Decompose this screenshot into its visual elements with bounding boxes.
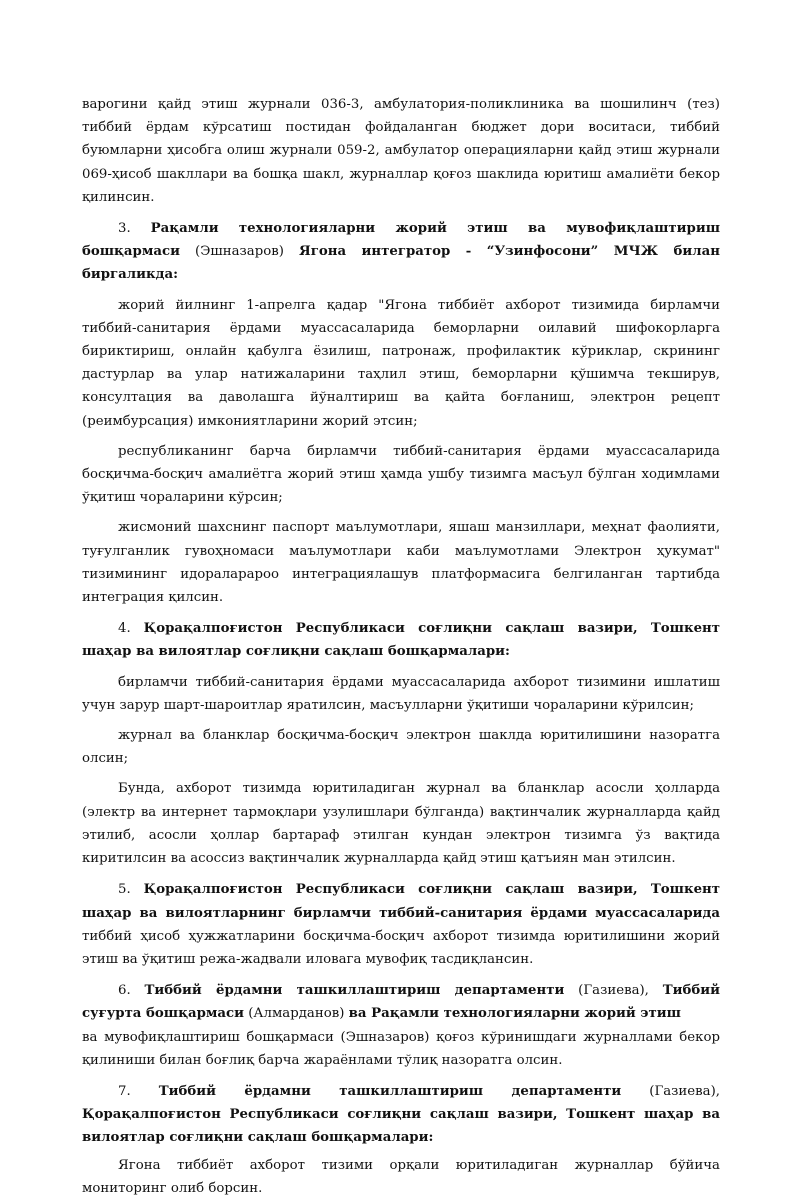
document-page [82, 93, 720, 1200]
paragraph-continuation: варогини қайд этиш журнали 036-3, амбулатория-поликлиника ва шошилинч (тез) тиббий ёрдам кўрсатиш постидан фойдаланган бюджет дори воситаси, тиббий буюмларни ҳисобга олиш журнали 059-2, амбулатор операцияларни қайд этиш журнали 069-ҳисоб шакллари ва бошқа шакл, журналлар қоғоз шаклида юритиш амалиёти бекор қилинсин. [82, 97, 720, 205]
department-name: Рақамли технологияларни жорий этиш ва мувофиқлаштириш бошқармаси [82, 221, 720, 260]
section-7-item-a: Ягона тиббиёт ахборот тизими орқали юритиладиган журналлар бўйича мониторинг олиб борсин. [82, 1157, 720, 1196]
section-6-heading [82, 979, 720, 1025]
responsible-person: (Алмарданов) [244, 1006, 349, 1022]
department-name: Қорақалпоғистон Республикаси соғлиқни сақлаш вазири, Тошкент шаҳар ва вилоятлар соғлиқни сақлаш бошқармалари: [82, 621, 720, 660]
section-number: 7. [118, 1083, 159, 1099]
section-7-heading [82, 1080, 720, 1150]
responsible-person: (Газиева), [564, 983, 663, 999]
department-name: Қорақалпоғистон Республикаси соғлиқни сақлаш вазири, Тошкент шаҳар ва вилоятларнинг бирламчи тиббий-санитария ёрдами муассасаларида [82, 882, 720, 921]
section-text: тиббий ҳисоб ҳужжатларини босқичма-босқич ахборот тизимда юритилишини жорий этиш ва ўқитиш режа-жадвали иловага мувофиқ тасдиқлансин. [82, 928, 720, 967]
responsible-person: (Эшназаров) [179, 244, 299, 260]
section-number: 4. [118, 621, 144, 637]
department-name: ва Рақамли технологияларни жорий этиш [348, 1006, 681, 1022]
section-3-item-b: республиканинг барча бирламчи тиббий-санитария ёрдами муассасаларида босқичма-босқич амалиётга жорий этиш ҳамда ушбу тизимга масъул бўлган ходимлами ўқитиш чораларини кўрсин; [82, 443, 720, 506]
section-3-item-c: жисмоний шахснинг паспорт маълумотлари, яшаш манзиллари, меҳнат фаолияти, туғулганлик гувоҳномаси маълумотлари каби маълумотлами Электрон ҳукумат" тизимининг идораларароо интеграциялашув платформасига белгиланган тартибда интеграция қилсин. [82, 520, 720, 606]
responsible-person: (Газиева), [621, 1083, 720, 1099]
section-4-item-b: журнал ва бланклар босқичма-босқич электрон шаклда юритилишини назоратга олсин; [82, 728, 720, 767]
department-name: Тиббий ёрдамни ташкиллаштириш департаменти [144, 983, 565, 999]
section-4-item-c: Бунда, ахборот тизимда юритиладиган журнал ва бланклар асосли ҳолларда (электр ва интернет тармоқлари узулишлари бўлганда) вақтинчалик журналларда қайд этилиб, асосли ҳоллар бартараф этилган кундан электрон тизимга ўз вақтида киритилсин ва асоссиз вақтинчалик журналларда қайд этиш қатъиян ман этилсин. [82, 781, 720, 867]
section-6-text: ва мувофиқлаштириш бошқармаси (Эшназаров) қоғоз кўринишдаги журналлами бекор қилиниши билан боғлиқ барча жараёнлами тўлиқ назоратга олсин. [82, 1029, 720, 1068]
partner-name: Ягона интегратор - “Узинфосони” МЧЖ билан биргаликда: [82, 244, 720, 283]
section-3-heading [82, 217, 720, 287]
section-number: 6. [118, 983, 145, 999]
department-name: Қорақалпоғистон Республикаси соғлиқни сақлаш вазири, Тошкент шаҳар ва вилоятлар соғлиқни сақлаш бошқармалари: [82, 1107, 720, 1146]
section-3-item-a: жорий йилнинг 1-апрелга қадар "Ягона тиббиёт ахборот тизимида бирламчи тиббий-санитария ёрдами муассасаларида беморларни оилавий шифокорларга бириктириш, онлайн қабулга ёзилиш, патронаж, профилактик кўриклар, скрининг дастурлар ва улар натижаларини таҳлил этиш, беморларни қўшимча текширув, консултация ва даволашга йўналтириш ва қайта боғланиш, электрон рецепт (реимбурсация) имкониятларини жорий этсин; [82, 297, 720, 429]
department-name: Тиббий суғурта бошқармаси [82, 983, 720, 1022]
section-4-heading [82, 617, 720, 663]
section-5 [82, 878, 720, 971]
department-name: Тиббий ёрдамни ташкиллаштириш департаменти [158, 1083, 622, 1099]
section-number: 3. [118, 221, 151, 237]
section-number: 5. [118, 882, 144, 898]
section-4-item-a: бирламчи тиббий-санитария ёрдами муассасаларида ахборот тизимини ишлатиш учун зарур шарт-шароитлар яратилсин, масъулларни ўқитиши чораларини кўрилсин; [82, 674, 720, 713]
